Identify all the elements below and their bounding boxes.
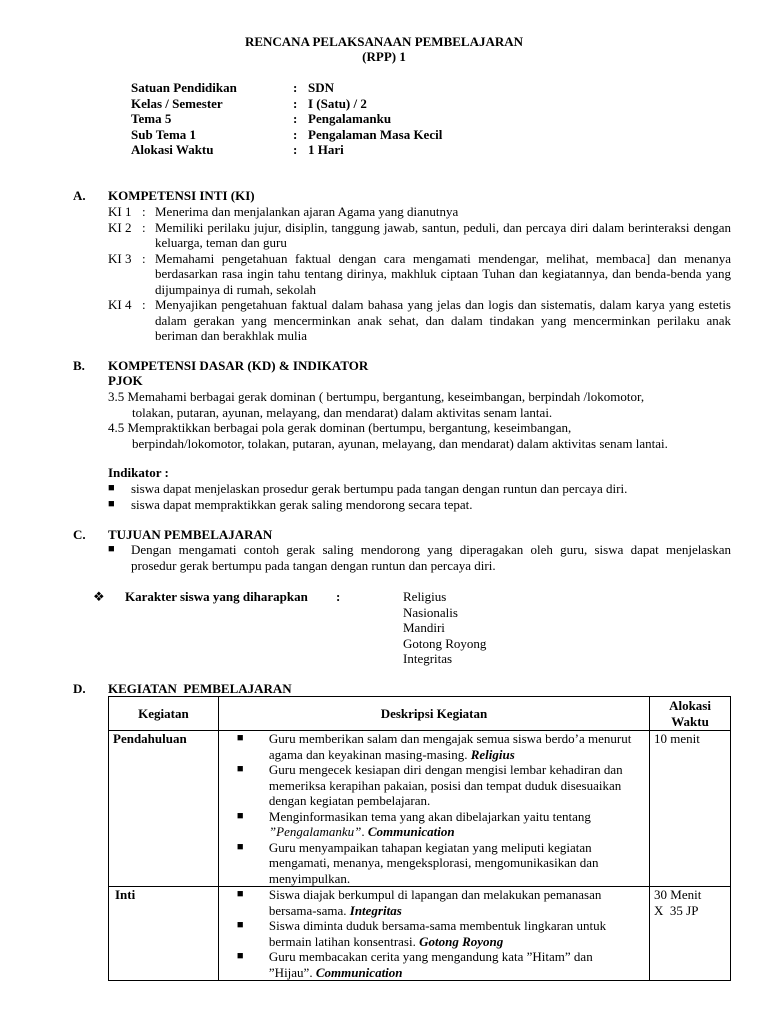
identity-block <box>131 80 531 158</box>
identity-value: SDN <box>308 80 335 95</box>
kd-line: 3.5 Memahami berbagai gerak dominan ( bertumpu, bergantung, keseimbangan, berpindah /lokomotor, <box>108 389 645 404</box>
identity-colon: : <box>293 80 298 95</box>
alokasi-line: 30 Menit <box>654 887 702 902</box>
identity-label: Alokasi Waktu <box>131 142 214 157</box>
ki-code: KI 4 <box>108 297 132 312</box>
tujuan-item <box>108 542 731 573</box>
header-alokasi: Alokasi Waktu <box>650 697 731 731</box>
list-item <box>108 481 731 497</box>
ki-colon: : <box>142 297 146 312</box>
table-row <box>109 731 731 887</box>
bullet-icon: ■ <box>236 840 244 853</box>
bullet-icon: ■ <box>108 482 115 494</box>
identity-value: 1 Hari <box>308 142 344 157</box>
ki-code: KI 1 <box>108 204 132 219</box>
ki-text: Menyajikan pengetahuan faktual dalam bahasa yang jelas dan logis dan sistematis, dalam karya yang estetis dalam gerakan yang mencerminkan anak sehat, dan dalam tindakan yang mencerminkan perilaku anak beriman dan berakhlak mulia <box>155 297 731 343</box>
identity-label: Satuan Pendidikan <box>131 80 237 95</box>
alokasi-line: X 35 JP <box>654 902 699 918</box>
kegiatan-cell: Inti <box>109 887 219 981</box>
indikator-text: siswa dapat mempraktikkan gerak saling mendorong secara tepat. <box>131 496 473 512</box>
identity-row <box>131 96 531 112</box>
ki-item <box>108 220 731 251</box>
indikator-list <box>108 481 731 512</box>
ki-code: KI 3 <box>108 250 132 266</box>
list-item <box>237 731 639 762</box>
kd-line: 4.5 Mempraktikkan berbagai pola gerak dominan (bertumpu, bergantung, keseimbangan, <box>108 420 572 435</box>
identity-label: Sub Tema 1 <box>131 126 197 142</box>
subject-label: PJOK <box>108 373 143 388</box>
identity-label: Kelas / Semester <box>131 95 223 111</box>
section-c-letter: C. <box>73 527 86 542</box>
kd-line: tolakan, putaran, ayunan, melayang, dan mendarat) dalam aktivitas senam lantai. <box>132 404 553 420</box>
item-text: Menginformasikan tema yang akan dibelajarkan yaitu tentang <box>268 808 591 824</box>
karakter-list <box>403 589 486 667</box>
item-text: Siswa diminta duduk bersama-sama membentuk lingkaran untuk bermain latihan konsentrasi. <box>268 918 607 949</box>
deskripsi-cell <box>218 887 649 981</box>
indikator-label: Indikator : <box>108 465 169 480</box>
identity-row <box>131 80 531 96</box>
ki-colon: : <box>142 219 146 235</box>
section-c-title: TUJUAN PEMBELAJARAN <box>108 527 273 542</box>
ki-colon: : <box>142 250 146 266</box>
section-a-letter: A. <box>73 188 86 203</box>
list-item <box>237 887 639 918</box>
header-deskripsi: Deskripsi Kegiatan <box>218 697 649 731</box>
identity-row <box>131 111 531 127</box>
kd-list <box>108 389 731 451</box>
item-text: Siswa diajak berkumpul di lapangan dan melakukan pemanasan bersama-sama. <box>268 887 602 918</box>
ki-text: Memiliki perilaku jujur, disiplin, tanggung jawab, santun, peduli, dan percaya diri dalam berinteraksi dengan keluarga, teman dan guru <box>155 219 731 250</box>
identity-label: Tema 5 <box>131 111 172 126</box>
karakter-item: Religius <box>403 589 447 604</box>
item-emphasis: Communication <box>367 824 455 839</box>
karakter-item: Gotong Royong <box>403 635 487 651</box>
karakter-bullet-icon: ❖ <box>93 589 105 604</box>
identity-value: Pengalamanku <box>308 111 392 126</box>
document-subtitle: (RPP) 1 <box>362 49 406 64</box>
bullet-icon: ■ <box>108 543 115 555</box>
list-item <box>108 497 731 513</box>
ki-item <box>108 251 731 298</box>
deskripsi-cell <box>218 731 649 887</box>
list-item <box>237 918 639 949</box>
kegiatan-cell: Pendahuluan <box>109 731 219 887</box>
item-text: Guru membacakan cerita yang mengandung kata ”Hitam” dan ”Hijau”. <box>268 949 593 980</box>
section-d-title: KEGIATAN PEMBELAJARAN <box>108 681 292 696</box>
bullet-icon: ■ <box>236 763 244 775</box>
section-b-letter: B. <box>73 358 85 373</box>
list-item <box>237 762 639 809</box>
identity-value: I (Satu) / 2 <box>308 95 367 111</box>
tujuan-text: Dengan mengamati contoh gerak saling mendorong yang diperagakan oleh guru, siswa dapat menjelaskan prosedur gerak bertumpu pada tangan dengan runtun dan percaya diri. <box>131 542 731 573</box>
document-title: RENCANA PELAKSANAAN PEMBELAJARAN <box>244 34 524 49</box>
kd-item <box>108 389 731 420</box>
bullet-icon: ■ <box>236 732 244 744</box>
table-header-row <box>109 697 731 731</box>
section-d-letter: D. <box>73 681 86 696</box>
header-kegiatan: Kegiatan <box>109 697 219 731</box>
karakter-item: Mandiri <box>403 620 445 635</box>
identity-colon: : <box>293 142 298 157</box>
bullet-icon: ■ <box>236 919 244 931</box>
ki-item <box>108 204 731 220</box>
kd-item <box>108 420 731 451</box>
karakter-item: Integritas <box>403 651 453 666</box>
section-a-title: KOMPETENSI INTI (KI) <box>108 188 255 203</box>
item-text: . <box>361 824 368 839</box>
bullet-icon: ■ <box>236 888 244 900</box>
bullet-icon: ■ <box>108 497 115 510</box>
item-text: Guru menyampaikan tahapan kegiatan yang meliputi kegiatan mengamati, menanya, mengeksplorasi, mengomunikasikan dan menyimpulkan. <box>268 839 599 886</box>
ki-text: Menerima dan menjalankan ajaran Agama yang dianutnya <box>155 204 459 219</box>
identity-colon: : <box>293 111 298 126</box>
karakter-label: Karakter siswa yang diharapkan <box>125 589 308 604</box>
item-text: Guru memberikan salam dan mengajak semua siswa berdo’a menurut agama dan keyakinan masing-masing. <box>268 731 632 762</box>
indikator-text: siswa dapat menjelaskan prosedur gerak bertumpu pada tangan dengan runtun dan percaya diri. <box>131 481 628 496</box>
identity-row <box>131 142 531 158</box>
list-item <box>237 949 639 980</box>
karakter-colon: : <box>336 589 341 604</box>
item-quote: ”Pengalamanku” <box>268 824 362 839</box>
item-emphasis: Communication <box>315 964 403 980</box>
bullet-icon: ■ <box>236 809 244 822</box>
list-item <box>237 809 639 840</box>
ki-code: KI 2 <box>108 219 132 235</box>
item-emphasis: Integritas <box>349 902 402 918</box>
ki-item <box>108 297 731 344</box>
kd-line: berpindah/lokomotor, tolakan, putaran, ayunan, melayang, dan mendarat) dalam aktivitas senam lantai. <box>132 435 668 451</box>
item-emphasis: Religius <box>470 746 515 762</box>
ki-colon: : <box>142 204 146 219</box>
kegiatan-table <box>108 696 731 981</box>
item-emphasis: Gotong Royong <box>419 933 504 949</box>
section-b-title: KOMPETENSI DASAR (KD) & INDIKATOR <box>108 358 369 373</box>
table-row <box>109 887 731 981</box>
alokasi-cell <box>650 887 731 981</box>
ki-list <box>108 204 731 344</box>
identity-row <box>131 127 531 143</box>
list-item <box>237 840 639 887</box>
identity-colon: : <box>293 126 298 142</box>
karakter-item: Nasionalis <box>403 604 458 620</box>
bullet-icon: ■ <box>236 950 244 962</box>
item-text: Guru mengecek kesiapan diri dengan mengisi lembar kehadiran dan memeriksa kerapihan pakaian, posisi dan tempat duduk disesuaikan dengan kegiatan pembelajaran. <box>268 762 623 808</box>
identity-colon: : <box>293 95 298 111</box>
ki-text: Memahami pengetahuan faktual dengan cara mengamati mendengar, melihat, membaca] dan menanya berdasarkan rasa ingin tahu tentang dirinya, makhluk ciptaan Tuhan dan kegiatannya, dan benda-benda yang dijumpainya di rumah, sekolah <box>155 250 731 297</box>
identity-value: Pengalaman Masa Kecil <box>308 126 443 142</box>
alokasi-cell: 10 menit <box>650 731 731 887</box>
